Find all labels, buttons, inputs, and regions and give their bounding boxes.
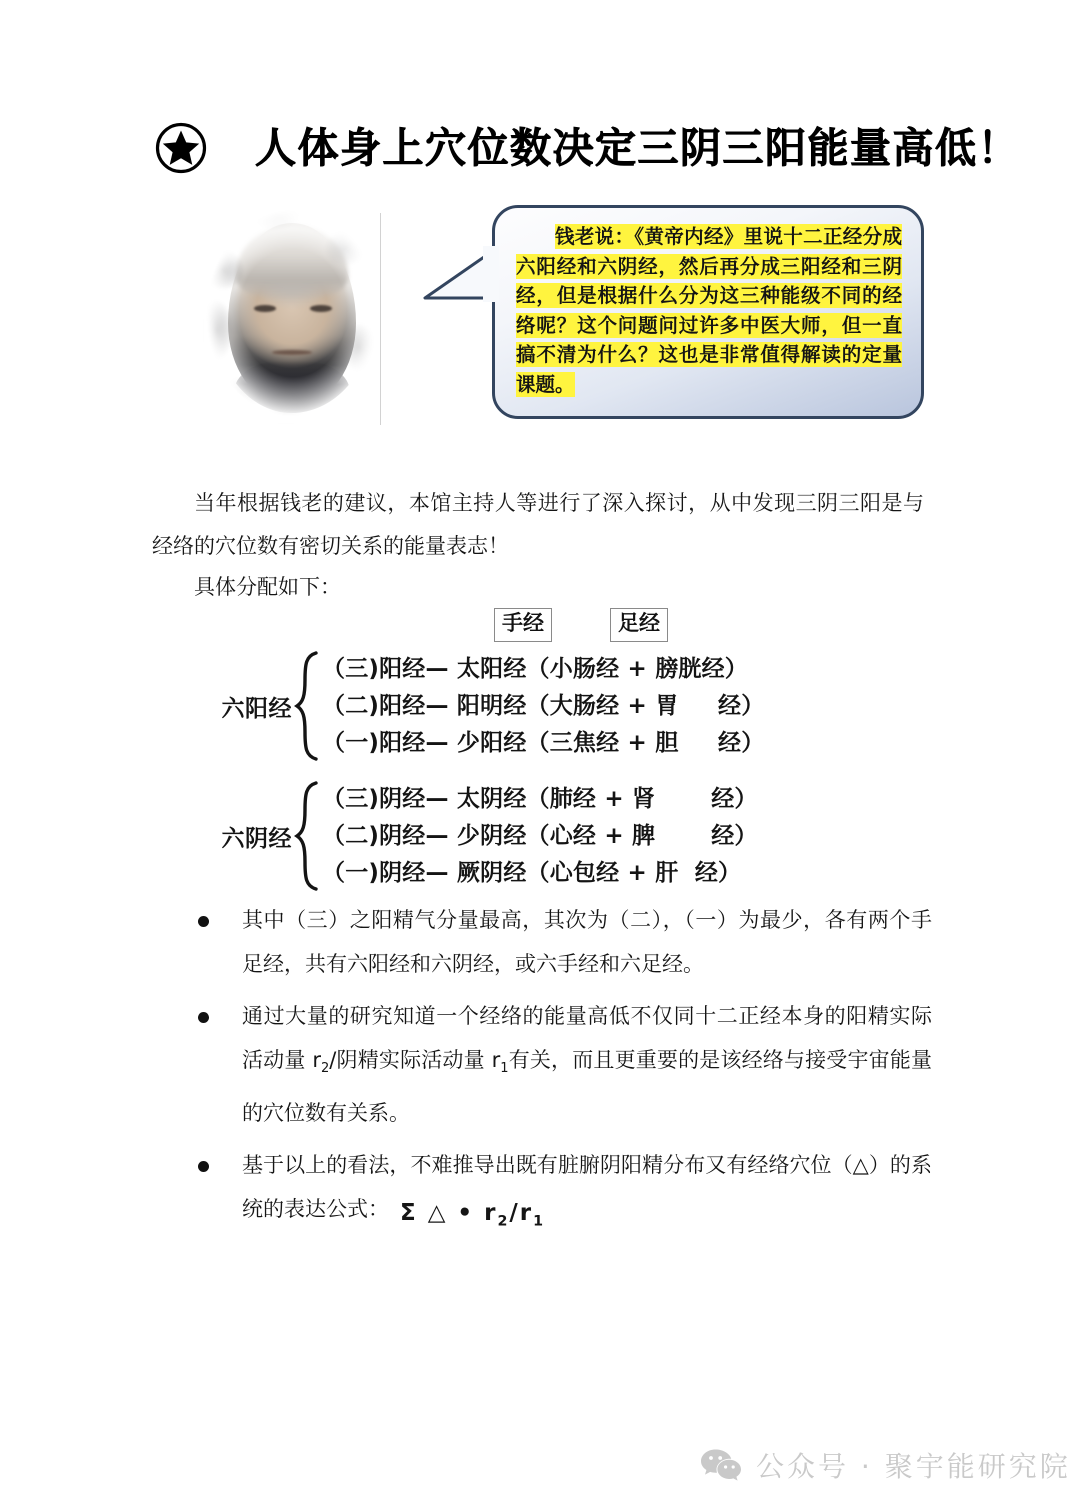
- meridian-rows-yang: [322, 651, 764, 762]
- bullet-text: 其中（三）之阳精气分量最高，其次为（二），（一）为最少，各有两个手足经，共有六阳经和六阴经，或六手经和六足经。: [242, 908, 932, 976]
- bullet-text: 基于以上的看法，不难推导出既有脏腑阴阳精分布又有经络穴位（△）的系统的表达公式：: [242, 1153, 932, 1222]
- speech-bubble: [492, 205, 924, 419]
- formula: Σ △ • $r_2/r_1$: [400, 1200, 546, 1230]
- curly-brace-icon: [294, 650, 320, 762]
- meridian-row: （二)阳经— 阳明经（大肠经 + 胃 经）: [322, 692, 765, 719]
- bullet-dot-icon: [198, 1012, 209, 1023]
- footer-text: 公众号 · 聚宇能研究院: [756, 1450, 1071, 1483]
- meridian-row: （二)阴经— 少阴经（心经 + 脾 经）: [322, 822, 758, 849]
- meridian-table: [190, 608, 930, 892]
- meridian-row: （一)阴经— 厥阴经（心包经 + 肝 经）: [322, 859, 742, 886]
- bullet-item: [196, 898, 932, 986]
- meridian-group-label-yang: 六阳经: [221, 695, 292, 722]
- portrait-collar: [234, 361, 350, 413]
- meridian-group-label-yin: 六阴经: [221, 825, 292, 852]
- vertical-divider: [380, 213, 381, 425]
- column-header-foot: 足经: [610, 608, 668, 642]
- column-header-hand: 手经: [494, 608, 552, 642]
- speech-bubble-text: [516, 222, 902, 399]
- body-paragraph-1: 当年根据钱老的建议，本馆主持人等进行了深入探讨，从中发现三阴三阳是与经络的穴位数有密切关系的能量表志！: [152, 491, 924, 558]
- wechat-icon: [700, 1448, 742, 1482]
- bullet-item: [196, 994, 932, 1135]
- bullet-dot-icon: [198, 1161, 209, 1172]
- portrait-eyes: [252, 305, 334, 314]
- footer: [700, 1445, 1071, 1485]
- portrait-frame: [214, 213, 372, 413]
- portrait-photo: [214, 213, 372, 413]
- highlighted-quote: 钱老说：《黄帝内经》里说十二正经分成六阳经和六阴经，然后再分成三阳经和三阴经，但是根据什么分为这三种能级不同的经络呢？这个问题问过许多中医大师，但一直搞不清为什么？这也是非常值得解读的定量课题。: [516, 225, 902, 396]
- meridian-row: （三)阴经— 太阴经（肺经 + 肾 经）: [322, 785, 758, 812]
- body-paragraph-2: 具体分配如下：: [194, 575, 341, 599]
- bullet-list: [196, 898, 932, 1239]
- page-title: 人体身上穴位数决定三阴三阳能量高低！: [255, 123, 1020, 172]
- meridian-column-headers: [494, 608, 930, 642]
- meridian-rows-yin: [322, 781, 758, 892]
- portrait-hair: [236, 225, 348, 299]
- bullet-item: [196, 1143, 932, 1231]
- meridian-row: （三)阳经— 太阳经（小肠经 + 膀胱经）: [322, 655, 749, 682]
- curly-brace-icon: [294, 780, 320, 892]
- bullet-dot-icon: [198, 916, 209, 927]
- bullet-text: 通过大量的研究知道一个经络的能量高低不仅同十二正经本身的阳精实际活动量 $r_2/$阴精实际活动量 $r_1$有关，而且更重要的是该经络与接受宇宙能量的穴位数有关系。: [242, 1004, 933, 1126]
- meridian-row: （一)阳经— 少阳经（三焦经 + 胆 经）: [322, 729, 765, 756]
- speech-bubble-tail: [421, 246, 499, 312]
- star-in-circle-icon: [155, 122, 207, 174]
- meridian-group-yin: [190, 780, 930, 892]
- page-title-row: [155, 122, 1020, 174]
- portrait-mouth: [272, 350, 312, 355]
- meridian-group-yang: [190, 650, 930, 762]
